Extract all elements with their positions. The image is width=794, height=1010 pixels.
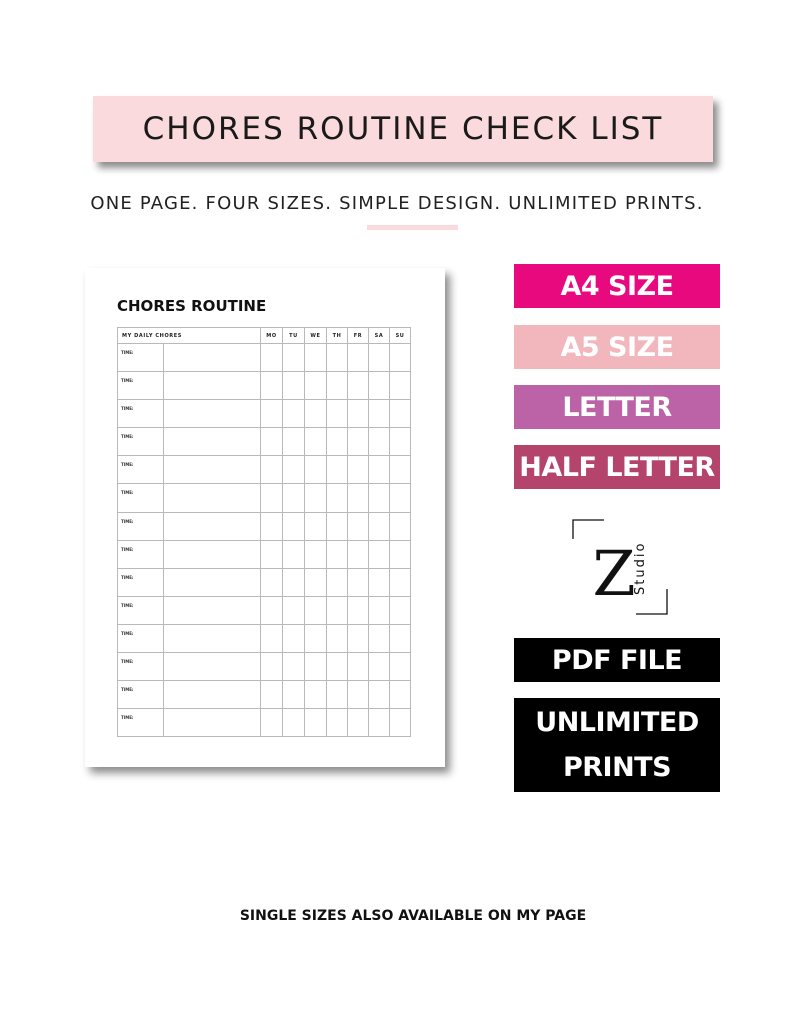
size-badge-half-letter: HALF LETTER (514, 445, 720, 489)
day-checkbox-cell (261, 568, 283, 596)
day-checkbox-cell (369, 484, 390, 512)
time-label: TIME: (121, 434, 134, 440)
time-cell (118, 540, 164, 568)
day-checkbox-cell (283, 456, 305, 484)
time-cell (118, 512, 164, 540)
day-checkbox-cell (390, 456, 411, 484)
time-cell (118, 456, 164, 484)
day-checkbox-cell (261, 681, 283, 709)
day-checkbox-cell (369, 709, 390, 737)
day-checkbox-cell (327, 400, 348, 428)
day-checkbox-cell (348, 709, 369, 737)
day-checkbox-cell (348, 681, 369, 709)
day-checkbox-cell (283, 344, 305, 372)
time-label: TIME: (121, 659, 134, 665)
day-checkbox-cell (327, 596, 348, 624)
chore-cell (164, 372, 261, 400)
table-row (118, 624, 411, 652)
time-label: TIME: (121, 574, 134, 580)
time-cell (118, 428, 164, 456)
table-row (118, 344, 411, 372)
time-label: TIME: (121, 602, 134, 608)
column-header-we: WE (305, 328, 327, 344)
time-cell (118, 344, 164, 372)
day-checkbox-cell (390, 428, 411, 456)
day-checkbox-cell (283, 709, 305, 737)
table-row (118, 568, 411, 596)
prints-line-1: UNLIMITED (535, 707, 699, 738)
title-banner (93, 96, 713, 162)
table-row (118, 709, 411, 737)
day-checkbox-cell (283, 540, 305, 568)
day-checkbox-cell (261, 484, 283, 512)
day-checkbox-cell (305, 456, 327, 484)
day-checkbox-cell (305, 540, 327, 568)
day-checkbox-cell (261, 372, 283, 400)
table-row (118, 596, 411, 624)
chores-table (117, 327, 411, 737)
day-checkbox-cell (390, 653, 411, 681)
day-checkbox-cell (327, 540, 348, 568)
day-checkbox-cell (305, 624, 327, 652)
day-checkbox-cell (348, 456, 369, 484)
column-header-su: SU (390, 328, 411, 344)
day-checkbox-cell (390, 400, 411, 428)
day-checkbox-cell (348, 624, 369, 652)
size-badge-a4: A4 SIZE (514, 264, 720, 308)
chore-cell (164, 653, 261, 681)
chore-cell (164, 456, 261, 484)
day-checkbox-cell (348, 540, 369, 568)
day-checkbox-cell (261, 653, 283, 681)
day-checkbox-cell (369, 681, 390, 709)
day-checkbox-cell (305, 428, 327, 456)
time-label: TIME: (121, 630, 134, 636)
day-checkbox-cell (283, 596, 305, 624)
size-badge-a5: A5 SIZE (514, 325, 720, 369)
z-studio-logo (570, 517, 670, 617)
table-row (118, 484, 411, 512)
day-checkbox-cell (348, 344, 369, 372)
column-header-mo: MO (261, 328, 283, 344)
day-checkbox-cell (369, 512, 390, 540)
time-cell (118, 681, 164, 709)
day-checkbox-cell (305, 400, 327, 428)
time-label: TIME: (121, 350, 134, 355)
day-checkbox-cell (261, 709, 283, 737)
day-checkbox-cell (261, 344, 283, 372)
day-checkbox-cell (369, 344, 390, 372)
chore-cell (164, 624, 261, 652)
day-checkbox-cell (348, 568, 369, 596)
day-checkbox-cell (390, 568, 411, 596)
page-title: CHORES ROUTINE CHECK LIST (142, 111, 664, 147)
day-checkbox-cell (283, 400, 305, 428)
planner-preview-sheet (85, 268, 445, 767)
column-header-chores: MY DAILY CHORES (118, 328, 261, 344)
day-checkbox-cell (261, 428, 283, 456)
day-checkbox-cell (348, 596, 369, 624)
day-checkbox-cell (327, 484, 348, 512)
day-checkbox-cell (305, 484, 327, 512)
day-checkbox-cell (261, 596, 283, 624)
day-checkbox-cell (348, 484, 369, 512)
day-checkbox-cell (390, 681, 411, 709)
day-checkbox-cell (283, 428, 305, 456)
time-label: TIME: (121, 687, 134, 693)
chore-cell (164, 428, 261, 456)
day-checkbox-cell (369, 372, 390, 400)
day-checkbox-cell (283, 484, 305, 512)
table-row (118, 372, 411, 400)
day-checkbox-cell (327, 568, 348, 596)
day-checkbox-cell (261, 400, 283, 428)
day-checkbox-cell (283, 624, 305, 652)
day-checkbox-cell (348, 400, 369, 428)
table-row (118, 512, 411, 540)
day-checkbox-cell (283, 653, 305, 681)
time-cell (118, 372, 164, 400)
day-checkbox-cell (369, 653, 390, 681)
chore-cell (164, 512, 261, 540)
subtitle: ONE PAGE. FOUR SIZES. SIMPLE DESIGN. UNLIMITED PRINTS. (90, 193, 704, 214)
day-checkbox-cell (348, 653, 369, 681)
time-label: TIME: (121, 490, 134, 496)
chore-cell (164, 484, 261, 512)
column-header-sa: SA (369, 328, 390, 344)
day-checkbox-cell (348, 428, 369, 456)
table-row (118, 400, 411, 428)
day-checkbox-cell (327, 372, 348, 400)
day-checkbox-cell (261, 456, 283, 484)
day-checkbox-cell (305, 596, 327, 624)
column-header-fr: FR (348, 328, 369, 344)
day-checkbox-cell (369, 624, 390, 652)
day-checkbox-cell (261, 512, 283, 540)
day-checkbox-cell (327, 624, 348, 652)
time-label: TIME: (121, 518, 134, 524)
prints-line-2: PRINTS (562, 752, 672, 783)
table-row (118, 653, 411, 681)
time-label: TIME: (121, 546, 134, 552)
column-header-tu: TU (283, 328, 305, 344)
table-row (118, 456, 411, 484)
day-checkbox-cell (305, 512, 327, 540)
day-checkbox-cell (369, 456, 390, 484)
day-checkbox-cell (327, 512, 348, 540)
day-checkbox-cell (305, 681, 327, 709)
chore-cell (164, 568, 261, 596)
time-cell (118, 484, 164, 512)
time-cell (118, 400, 164, 428)
time-label: TIME: (121, 462, 134, 468)
time-cell (118, 653, 164, 681)
day-checkbox-cell (327, 344, 348, 372)
chore-cell (164, 596, 261, 624)
day-checkbox-cell (283, 681, 305, 709)
time-label: TIME: (121, 378, 134, 384)
day-checkbox-cell (327, 428, 348, 456)
day-checkbox-cell (348, 512, 369, 540)
size-badge-letter: LETTER (514, 385, 720, 429)
day-checkbox-cell (369, 428, 390, 456)
day-checkbox-cell (283, 372, 305, 400)
logo-word: Studio (633, 541, 648, 595)
day-checkbox-cell (305, 344, 327, 372)
day-checkbox-cell (261, 540, 283, 568)
unlimited-prints-badge (514, 698, 720, 792)
footer-note: SINGLE SIZES ALSO AVAILABLE ON MY PAGE (239, 908, 587, 924)
day-checkbox-cell (348, 372, 369, 400)
day-checkbox-cell (261, 624, 283, 652)
day-checkbox-cell (305, 372, 327, 400)
time-label: TIME: (121, 406, 134, 412)
day-checkbox-cell (305, 653, 327, 681)
day-checkbox-cell (390, 624, 411, 652)
time-cell (118, 568, 164, 596)
day-checkbox-cell (283, 512, 305, 540)
chore-cell (164, 344, 261, 372)
day-checkbox-cell (283, 568, 305, 596)
subtitle-divider (367, 225, 458, 230)
pdf-file-badge: PDF FILE (514, 638, 720, 682)
day-checkbox-cell (327, 653, 348, 681)
logo-letter: Z (592, 537, 636, 610)
table-header-row (118, 328, 411, 344)
time-cell (118, 624, 164, 652)
day-checkbox-cell (390, 512, 411, 540)
time-cell (118, 709, 164, 737)
column-header-th: TH (327, 328, 348, 344)
day-checkbox-cell (390, 344, 411, 372)
time-cell (118, 596, 164, 624)
day-checkbox-cell (305, 568, 327, 596)
chore-cell (164, 681, 261, 709)
day-checkbox-cell (327, 681, 348, 709)
day-checkbox-cell (327, 456, 348, 484)
planner-title: CHORES ROUTINE (117, 297, 267, 315)
day-checkbox-cell (369, 568, 390, 596)
day-checkbox-cell (390, 540, 411, 568)
table-row (118, 540, 411, 568)
table-row (118, 681, 411, 709)
day-checkbox-cell (390, 484, 411, 512)
day-checkbox-cell (390, 372, 411, 400)
day-checkbox-cell (369, 540, 390, 568)
day-checkbox-cell (327, 709, 348, 737)
time-label: TIME: (121, 715, 134, 721)
chore-cell (164, 709, 261, 737)
day-checkbox-cell (390, 596, 411, 624)
chore-cell (164, 400, 261, 428)
day-checkbox-cell (305, 709, 327, 737)
day-checkbox-cell (390, 709, 411, 737)
day-checkbox-cell (369, 596, 390, 624)
day-checkbox-cell (369, 400, 390, 428)
chore-cell (164, 540, 261, 568)
table-row (118, 428, 411, 456)
